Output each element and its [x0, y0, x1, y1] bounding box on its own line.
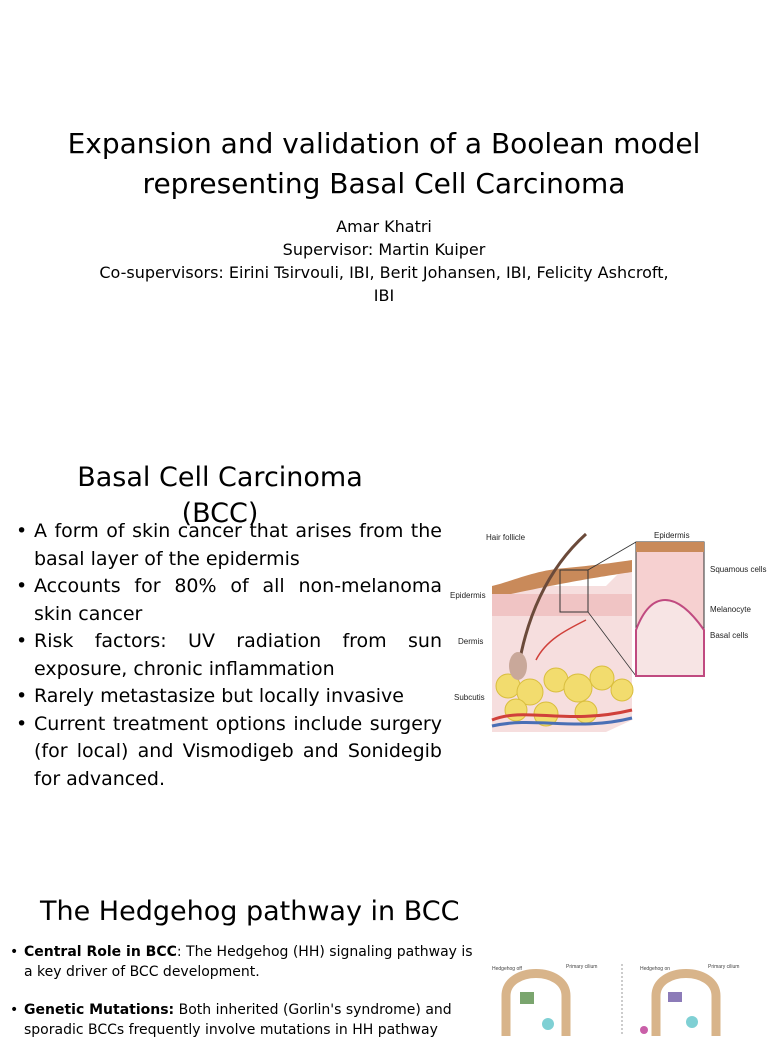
bullet-item: • Accounts for 80% of all non-melanoma skin cancer [16, 573, 442, 628]
receptor-left [520, 992, 534, 1004]
label-dermis: Dermis [458, 637, 484, 646]
label-hair-follicle: Hair follicle [486, 533, 526, 542]
author-block [80, 215, 688, 307]
bcc-bullet-list [16, 518, 442, 793]
bullet-text: : The Hedgehog (HH) signaling pathway is a key driver of BCC development. [24, 944, 473, 980]
title-line-2: representing Basal Cell Carcinoma [142, 167, 626, 200]
slide-title-line-2: (BCC) [181, 498, 259, 529]
title-line-1: Expansion and validation of a Boolean model [67, 127, 701, 160]
cilium-right [656, 974, 716, 1037]
bullet-text: Both inherited (Gorlin's syndrome) and sporadic BCCs frequently involve mutations in HH pathway [24, 1002, 452, 1038]
bullet-bold: Genetic Mutations: [24, 1002, 175, 1018]
co-supervisors-continued: IBI [373, 286, 395, 305]
bullet-item: • Risk factors: UV radiation from sun exposure, chronic inflammation [16, 628, 442, 683]
hedgehog-bullet-list [10, 942, 482, 1058]
bullet-item [10, 1000, 482, 1040]
title-slide [0, 0, 768, 400]
bullet-item: • Current treatment options include surgery (for local) and Vismodigeb and Sonidegib for advanced. [16, 711, 442, 794]
co-supervisors: Co-supervisors: Eirini Tsirvouli, IBI, Berit Johansen, IBI, Felicity Ashcroft, [99, 263, 669, 282]
hedgehog-pathway-figure [486, 956, 766, 1036]
label-melanocyte: Melanocyte [710, 605, 751, 614]
epidermis-layer [492, 594, 632, 616]
author-name: Amar Khatri [336, 217, 432, 236]
skin-anatomy-illustration [446, 520, 767, 732]
label-epidermis-top: Epidermis [654, 531, 690, 540]
presentation-title [30, 124, 738, 204]
label-hedgehog-off: Hedgehog off [492, 966, 522, 972]
hedgehog-slide [0, 860, 768, 1038]
hair-follicle [509, 652, 527, 680]
label-cilium-right: Primary cilium [708, 964, 740, 970]
bullet-item [10, 942, 482, 982]
label-subcutis: Subcutis [454, 693, 485, 702]
label-epidermis: Epidermis [450, 591, 486, 600]
bullet-bold: Central Role in BCC [24, 944, 177, 960]
bcc-slide [0, 420, 768, 840]
label-squamous: Squamous cells [710, 565, 767, 574]
cilium-left [506, 974, 566, 1037]
slide-title: The Hedgehog pathway in BCC [40, 896, 460, 927]
label-hedgehog-on: Hedgehog on [640, 966, 671, 972]
bullet-item: • Rarely metastasize but locally invasive [16, 683, 442, 711]
receptor-right [668, 992, 682, 1002]
label-cilium-left: Primary cilium [566, 964, 598, 970]
supervisor: Supervisor: Martin Kuiper [282, 240, 486, 259]
label-basal: Basal cells [710, 631, 749, 640]
slide-title-line-1: Basal Cell Carcinoma [77, 462, 363, 493]
bullet-item: • A form of skin cancer that arises from the basal layer of the epidermis [16, 518, 442, 573]
